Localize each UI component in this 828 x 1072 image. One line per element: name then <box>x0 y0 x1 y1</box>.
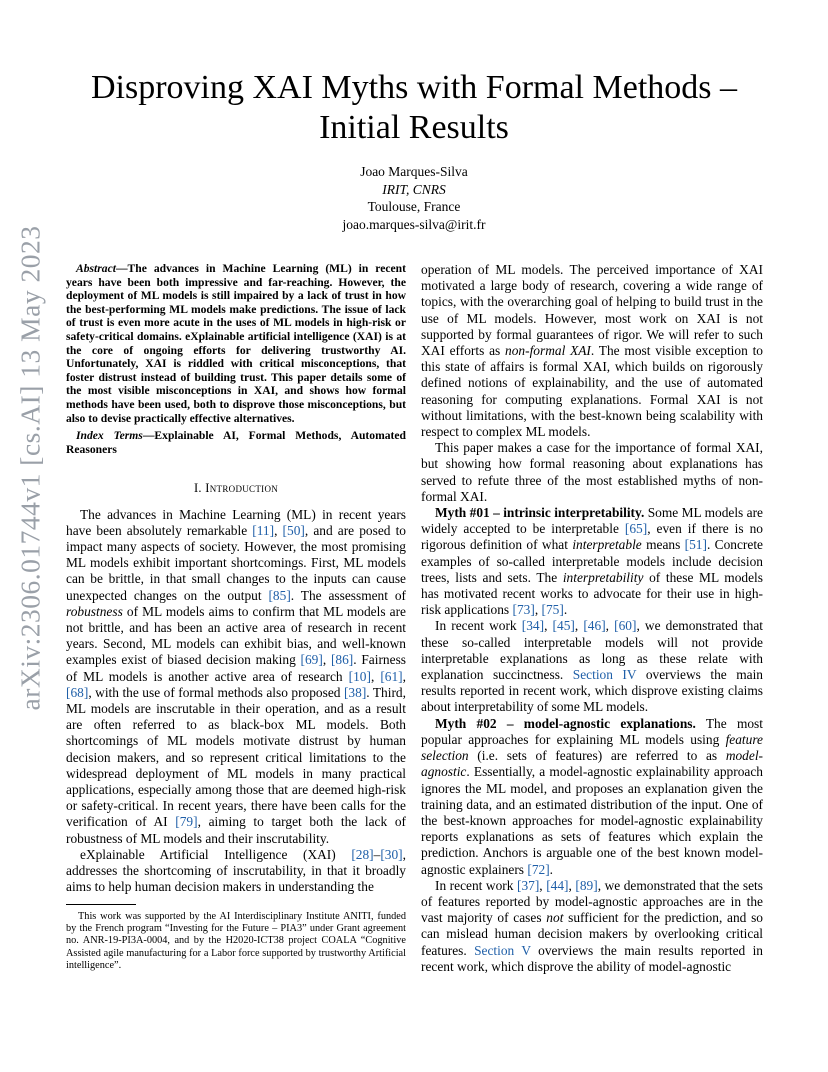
section-link[interactable]: Section IV <box>572 667 637 683</box>
footnote: This work was supported by the AI Interdisciplinary Institute ANITI, funded by the French program “Investing for the Future – PIA3” under Grant agreement no. ANR-19-PI3A-0004, and by the H2020-ICT38 project COALA “Cognitive Assisted agile manufacturing for a Labor force supported by trustworthy Artificial intelligence”. <box>66 911 406 971</box>
citation[interactable]: [68] <box>66 684 89 700</box>
myth-2-paragraph: Myth #02 – model-agnostic explanations. The most popular approaches for explaining ML models using feature selection (i.e. sets of features) are referred to as model-agnostic. Essentially, a model-agnostic explainability approach ignores the ML model, and proposes an explanation given the training data, and an estimated distribution of the input. One of the best-known approaches for model-agnostic explainability reports explanations as sets of features which explain the prediction. Anchors is arguable one of the best known model-agnostic explainers [72]. <box>421 715 763 877</box>
myth-1-followup: In recent work [34], [45], [46], [60], we demonstrated that these so-called interpretable models will not provide interpretable explanations as long as these relate with explanation succinctness. Section IV overviews the main results reported in recent work, which disprove existing claims about interpretability of some ML models. <box>421 618 763 715</box>
index-terms-text: —Explainable AI, Formal Methods, Automated Reasoners <box>66 429 406 456</box>
right-column <box>421 262 763 975</box>
author-email[interactable]: joao.marques-silva@irit.fr <box>342 216 486 232</box>
right-paragraph-1: operation of ML models. The perceived importance of XAI motivated a large body of research, covering a wide range of topics, with the overarching goal of helping to build trust in the use of ML models. However, most work on XAI is not supported by formal guarantees of rigor. We will refer to such XAI efforts as non-formal XAI. The most visible exception to this state of affairs is formal XAI, which builds on rigorously defined notions of explainability, and the use of automated reasoning for computing explanations. Formal XAI is not without limitations, with the best-known being scalability with respect to complex ML models. <box>421 262 763 440</box>
citation[interactable]: [51] <box>684 537 707 553</box>
arxiv-identifier[interactable]: arXiv:2306.01744v1 [cs.AI] 13 May 2023 <box>14 225 45 710</box>
citation[interactable]: [11] <box>252 522 275 538</box>
citation[interactable]: [37] <box>516 877 540 893</box>
myth-2-followup: In recent work [37], [44], [89], we demonstrated that the sets of features reported by model-agnostic approaches are in the vast majority of cases not sufficient for the prediction, and so can mislead human decision makers by overlooking critical features. Section V overviews the main results reported in recent work, which disprove the ability of model-agnostic <box>421 877 763 974</box>
citation[interactable]: [45] <box>552 618 575 634</box>
citation[interactable]: [34] <box>521 618 545 634</box>
citation[interactable]: [30] <box>380 846 403 862</box>
myth-1-heading: Myth #01 – intrinsic interpretability. <box>435 505 645 521</box>
citation[interactable]: [69] <box>300 652 323 668</box>
intro-paragraph-1: The advances in Machine Learning (ML) in recent years have been absolutely remarkable [11], [50], and are posed to impact many aspects of society. However, the most promising ML models exhibit important shortcomings. First, ML models can be brittle, in that small changes to the inputs can cause unexpected changes on the output [85]. The assessment of robustness of ML models aims to confirm that ML models are not brittle, and has been an active area of research in recent years. Second, ML models can exhibit bias, and well-known examples exist of biased decision making [69], [86]. Fairness of ML models is another active area of research [10], [61], [68], with the use of formal methods also proposed [38]. Third, ML models are inscrutable in their operation, and as a result are often referred to as black-box ML models. Both shortcomings of ML models motivate distrust by human decision makers, and so represent critical limitations to the widespread deployment of ML models in many practical applications, especially among those that are deemed high-risk or safety-critical. In recent years, there have been calls for the verification of AI [79], aiming to target both the lack of robustness of ML models and their inscrutability. <box>66 506 406 846</box>
paper-title: Disproving XAI Myths with Formal Methods – Initial Results <box>91 69 737 146</box>
citation[interactable]: [50] <box>282 522 305 538</box>
citation[interactable]: [38] <box>343 684 367 700</box>
intro-paragraph-2: eXplainable Artificial Intelligence (XAI) [28]–[30], addresses the shortcoming of inscrutability, in that it broadly aims to help human decision makers in understanding the <box>66 846 406 895</box>
citation[interactable]: [75] <box>541 602 564 618</box>
footnote-rule <box>66 904 136 905</box>
author-location: Toulouse, France <box>367 199 461 214</box>
citation[interactable]: [28] <box>351 846 374 862</box>
citation[interactable]: [46] <box>583 618 606 634</box>
section-heading-introduction <box>66 480 406 496</box>
citation[interactable]: [72] <box>527 861 550 877</box>
citation[interactable]: [10] <box>348 668 371 684</box>
abstract-text: —The advances in Machine Learning (ML) in recent years have been both impressive and far-reaching. However, the deployment of ML models is still impaired by a lack of trust in how the best-performing ML models make predictions. The issue of lack of trust is even more acute in the uses of ML models in high-risk or safety-critical domains. eXplainable artificial intelligence (XAI) is at the core of ongoing efforts for delivering trustworthy AI. Unfortunately, XAI is riddled with critical misconceptions, that foster distrust instead of building trust. This paper details some of the most visible misconceptions in XAI, and shows how formal methods have been used, both to disprove those misconceptions, but also to devise practically effective alternatives. <box>66 262 406 425</box>
section-number: I. <box>193 481 206 496</box>
citation[interactable]: [79] <box>175 814 198 830</box>
myth-2-heading: Myth #02 – model-agnostic explanations. <box>435 715 696 731</box>
left-column <box>66 262 406 895</box>
section-title: Introduction <box>205 481 279 496</box>
abstract <box>66 262 406 425</box>
citation[interactable]: [86] <box>330 652 354 668</box>
myth-1-paragraph: Myth #01 – intrinsic interpretability. Some ML models are widely accepted to be interpretable [65], even if there is no rigorous definition of what interpretable means [51]. Concrete examples of so-called interpretable models include decision trees, lists and sets. The interpretability of these ML models has motivated recent works to advocate for their use in high-risk applications [73], [75]. <box>421 505 764 618</box>
citation[interactable]: [61] <box>380 668 403 684</box>
author-block <box>214 163 614 233</box>
citation[interactable]: [73] <box>512 602 535 618</box>
citation[interactable]: [44] <box>546 877 569 893</box>
abstract-lead: Abstract <box>76 262 116 275</box>
citation[interactable]: [65] <box>624 521 648 537</box>
index-terms-lead: Index Terms <box>76 429 143 443</box>
author-affiliation: IRIT, CNRS <box>382 181 446 197</box>
citation[interactable]: [85] <box>268 587 291 603</box>
section-link[interactable]: Section V <box>474 942 531 958</box>
arxiv-stamp <box>12 225 48 710</box>
author-name: Joao Marques-Silva <box>360 164 468 179</box>
right-paragraph-2: This paper makes a case for the importance of formal XAI, but showing how formal reasoning about explanations has served to refute three of the most established myths of non-formal XAI. <box>421 440 763 504</box>
citation[interactable]: [89] <box>575 877 598 893</box>
citation[interactable]: [60] <box>614 618 637 634</box>
index-terms <box>66 429 406 456</box>
